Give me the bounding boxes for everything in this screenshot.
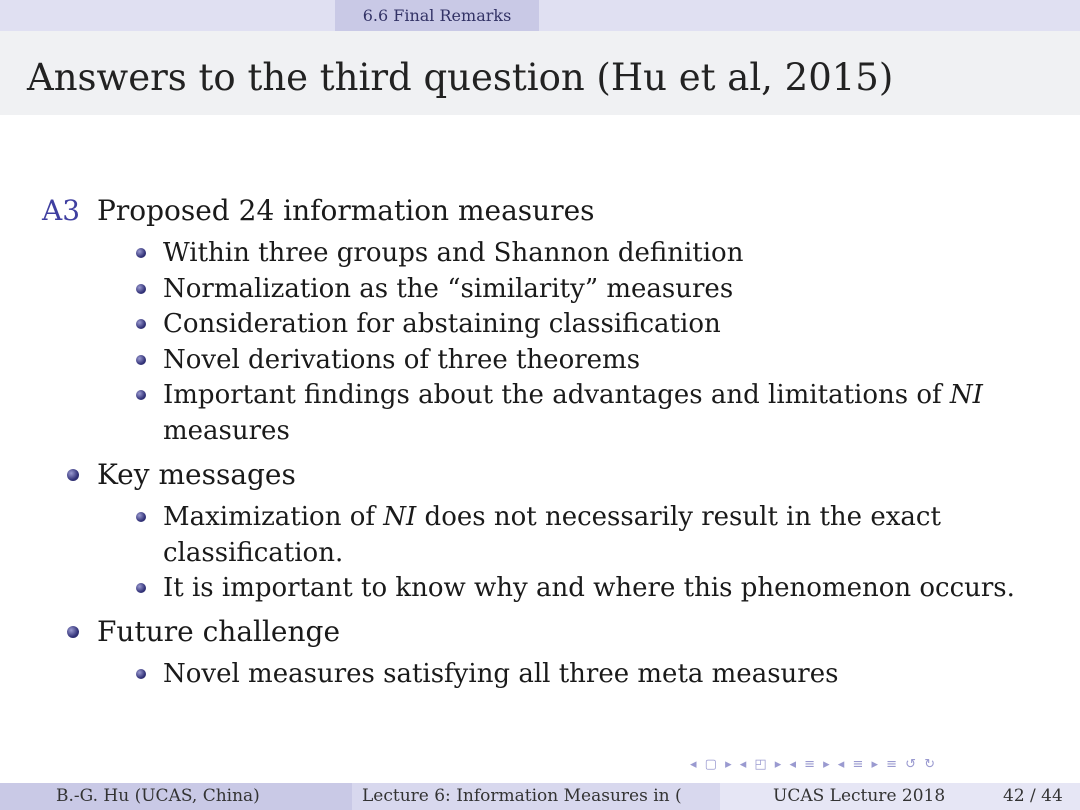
- bullet-icon: [67, 626, 79, 638]
- key-item-2: It is important to know why and where this phenomenon occurs.: [163, 573, 1015, 603]
- future-item-1: Novel measures satisfying all three meta measures: [163, 659, 839, 689]
- a3-item-3: Consideration for abstaining classification: [163, 309, 721, 339]
- footer-event-block: [720, 783, 1080, 810]
- bullet-icon: [136, 583, 146, 593]
- bullet-icon: [136, 284, 146, 294]
- footer-bar: [0, 783, 1080, 810]
- bullet-icon: [136, 355, 146, 365]
- key-item-1-line2: classification.: [163, 538, 344, 568]
- a3-text: Proposed 24 information measures: [97, 194, 595, 227]
- a3-item-5-line2: measures: [163, 416, 290, 446]
- a3-item-5: [163, 377, 983, 413]
- a3-item-4: Novel derivations of three theorems: [163, 345, 641, 375]
- beamer-navigation-icons[interactable]: ◂ ▢ ▸ ◂ ◰ ▸ ◂ ≡ ▸ ◂ ≡ ▸ ≡ ↺ ↻: [690, 757, 938, 772]
- bullet-icon: [136, 512, 146, 522]
- slide-title: Answers to the third question (Hu et al, 2015): [27, 56, 894, 99]
- bullet-icon: [67, 469, 79, 481]
- key-messages-heading: Key messages: [97, 458, 296, 491]
- footer-lecture-title: Lecture 6: Information Measures in (: [352, 783, 720, 810]
- a3-item-2: Normalization as the “similarity” measures: [163, 274, 734, 304]
- future-heading: Future challenge: [97, 615, 341, 648]
- a3-item-5-text: Important findings about the advantages and limitations of: [163, 380, 950, 410]
- footer-author: B.-G. Hu (UCAS, China): [0, 783, 352, 810]
- header-bar: [0, 0, 1080, 31]
- key-item-1-text: Maximization of: [163, 502, 384, 532]
- key-item-1: [163, 499, 941, 535]
- bullet-icon: [136, 390, 146, 400]
- section-indicator[interactable]: 6.6 Final Remarks: [335, 0, 539, 31]
- key-item-1-rest: does not necessarily result in the exact: [416, 502, 941, 532]
- a3-item-5-math: NI: [949, 380, 983, 410]
- a3-label: A3: [42, 194, 81, 227]
- key-item-1-math: NI: [383, 502, 417, 532]
- footer-page-number: 42 / 44: [1003, 786, 1063, 806]
- bullet-icon: [136, 669, 146, 679]
- bullet-icon: [136, 248, 146, 258]
- a3-item-1: Within three groups and Shannon definition: [163, 238, 744, 268]
- bullet-icon: [136, 319, 146, 329]
- footer-event: UCAS Lecture 2018: [773, 786, 946, 806]
